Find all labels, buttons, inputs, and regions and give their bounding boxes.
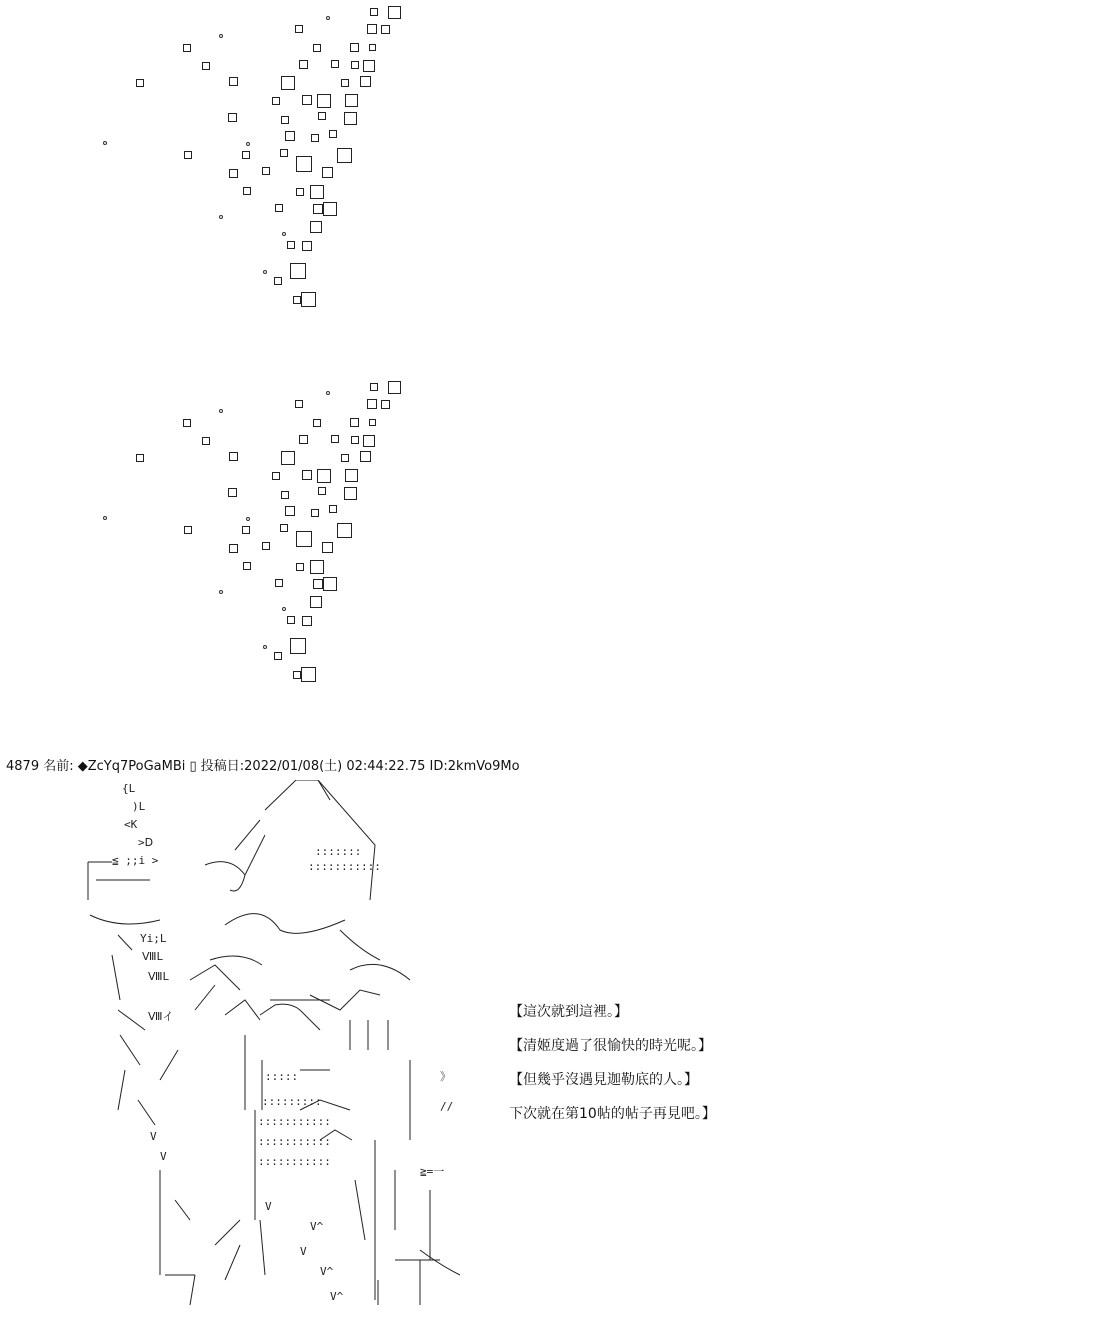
square-particle (341, 79, 349, 87)
square-particle (287, 241, 295, 249)
square-particle (313, 579, 323, 589)
square-particle (202, 437, 210, 445)
square-particle (317, 469, 331, 483)
square-particle (228, 113, 237, 122)
aa-robe-v3: V (265, 1200, 272, 1213)
square-particle (310, 185, 324, 199)
aa-staff-7: ⅧL (142, 950, 164, 963)
square-particle (274, 277, 282, 285)
circle-particle (326, 391, 330, 395)
square-particle (229, 77, 238, 86)
square-particle-pattern-bottom (0, 375, 1101, 685)
square-particle (388, 6, 401, 19)
dialogue-block (509, 1002, 909, 1138)
square-particle (351, 436, 359, 444)
square-particle (243, 562, 251, 570)
aa-body-shade-4: ::::::::::: (258, 1135, 331, 1148)
square-particle (183, 419, 191, 427)
square-particle (272, 97, 280, 105)
circle-particle (326, 16, 330, 20)
square-particle (280, 524, 288, 532)
square-particle (228, 488, 237, 497)
square-particle (301, 667, 316, 682)
square-particle (311, 509, 319, 517)
square-particle (202, 62, 210, 70)
square-particle-pattern-top (0, 0, 1101, 310)
square-particle (262, 167, 270, 175)
square-particle (262, 542, 270, 550)
square-particle (296, 188, 304, 196)
square-particle (285, 131, 295, 141)
square-particle (275, 579, 283, 587)
square-particle (318, 112, 326, 120)
square-particle (287, 616, 295, 624)
square-particle (318, 487, 326, 495)
aa-robe-v5: V (300, 1245, 307, 1258)
square-particle (313, 419, 321, 427)
square-particle (331, 435, 339, 443)
aa-hat-shade: ::::::: (315, 845, 362, 858)
square-particle (296, 156, 312, 172)
square-particle (323, 202, 337, 216)
square-particle (363, 435, 375, 447)
square-particle (313, 204, 323, 214)
aa-staff-5: ≦ ;;i > (112, 854, 159, 867)
aa-body-shade: ::::: (265, 1070, 299, 1083)
aa-right-mark: 》 (440, 1070, 451, 1083)
aa-right-mark-2: // (440, 1100, 454, 1113)
square-particle (302, 241, 312, 251)
square-particle (381, 400, 390, 409)
square-particle (341, 454, 349, 462)
square-particle (323, 577, 337, 591)
square-particle (367, 399, 377, 409)
square-particle (370, 8, 378, 16)
square-particle (243, 187, 251, 195)
square-particle (337, 523, 352, 538)
square-particle (367, 24, 377, 34)
square-particle (344, 112, 357, 125)
square-particle (293, 296, 301, 304)
square-particle (360, 76, 371, 87)
aa-staff-4: >Ⅾ (138, 836, 154, 849)
square-particle (281, 491, 289, 499)
aa-staff-2: )L (132, 800, 146, 813)
square-particle (329, 505, 337, 513)
square-particle (345, 94, 358, 107)
square-particle (285, 506, 295, 516)
square-particle (296, 531, 312, 547)
square-particle (310, 560, 324, 574)
square-particle (302, 616, 312, 626)
square-particle (302, 95, 312, 105)
square-particle (280, 149, 288, 157)
circle-particle (103, 141, 107, 145)
square-particle (329, 130, 337, 138)
aa-robe-v1: V (150, 1130, 157, 1143)
square-particle (295, 400, 303, 408)
square-particle (136, 454, 144, 462)
dialogue-line: 【但幾乎沒遇見迦勒底的人。】 (509, 1072, 698, 1088)
square-particle (299, 60, 308, 69)
square-particle (184, 151, 192, 159)
square-particle (322, 167, 333, 178)
square-particle (337, 148, 352, 163)
square-particle (350, 418, 359, 427)
square-particle (370, 383, 378, 391)
square-particle (313, 44, 321, 52)
square-particle (381, 25, 390, 34)
square-particle (242, 151, 250, 159)
aa-staff-9: Ⅷイ (148, 1010, 174, 1023)
square-particle (299, 435, 308, 444)
square-particle (295, 25, 303, 33)
aa-hat-shade-2: ::::::::::: (308, 860, 381, 873)
square-particle (363, 60, 375, 72)
square-particle (331, 60, 339, 68)
square-particle (350, 43, 359, 52)
aa-robe-v2: V (160, 1150, 167, 1163)
square-particle (290, 638, 306, 654)
circle-particle (219, 34, 223, 38)
square-particle (317, 94, 331, 108)
ascii-art-character (0, 780, 480, 1320)
aa-staff-8: ⅧL (148, 970, 170, 983)
square-particle (310, 596, 322, 608)
aa-staff-3: <K (124, 818, 138, 831)
square-particle (388, 381, 401, 394)
square-particle (322, 542, 333, 553)
aa-right-mark-3: ≧=一 (420, 1165, 445, 1178)
dialogue-line: 【這次就到這裡。】 (509, 1004, 628, 1020)
aa-body-shade-3: ::::::::::: (258, 1115, 331, 1128)
square-particle (136, 79, 144, 87)
square-particle (275, 204, 283, 212)
circle-particle (103, 516, 107, 520)
aa-robe-v6: V^ (320, 1265, 334, 1278)
square-particle (229, 544, 238, 553)
circle-particle (246, 142, 250, 146)
aa-staff-top: {L (122, 782, 136, 795)
post-header: 4879 名前: ◆ZcYq7PoGaMBi ▯ 投稿日:2022/01/08(土) 02:44:22.75 ID:2kmVo9Mo (6, 759, 520, 774)
aa-robe-v4: V^ (310, 1220, 324, 1233)
circle-particle (246, 517, 250, 521)
square-particle (242, 526, 250, 534)
square-particle (274, 652, 282, 660)
aa-robe-v7: V^ (330, 1290, 344, 1303)
aa-body-shade-5: ::::::::::: (258, 1155, 331, 1168)
circle-particle (263, 270, 267, 274)
circle-particle (282, 607, 286, 611)
square-particle (311, 134, 319, 142)
aa-body-shade-2: ::::::::: (262, 1095, 322, 1108)
aa-staff-6: Yi;L (140, 932, 167, 945)
circle-particle (219, 215, 223, 219)
dialogue-line: 下次就在第10帖的帖子再見吧。】 (509, 1106, 716, 1122)
dialogue-line: 【清姬度過了很愉快的時光呢。】 (509, 1038, 712, 1054)
square-particle (229, 452, 238, 461)
square-particle (290, 263, 306, 279)
square-particle (369, 419, 376, 426)
square-particle (310, 221, 322, 233)
circle-particle (219, 409, 223, 413)
square-particle (351, 61, 359, 69)
square-particle (302, 470, 312, 480)
square-particle (281, 451, 295, 465)
square-particle (272, 472, 280, 480)
square-particle (183, 44, 191, 52)
square-particle (369, 44, 376, 51)
square-particle (293, 671, 301, 679)
square-particle (344, 487, 357, 500)
square-particle (229, 169, 238, 178)
circle-particle (219, 590, 223, 594)
square-particle (301, 292, 316, 307)
square-particle (281, 76, 295, 90)
square-particle (296, 563, 304, 571)
square-particle (345, 469, 358, 482)
square-particle (281, 116, 289, 124)
square-particle (184, 526, 192, 534)
square-particle (360, 451, 371, 462)
circle-particle (263, 645, 267, 649)
circle-particle (282, 232, 286, 236)
